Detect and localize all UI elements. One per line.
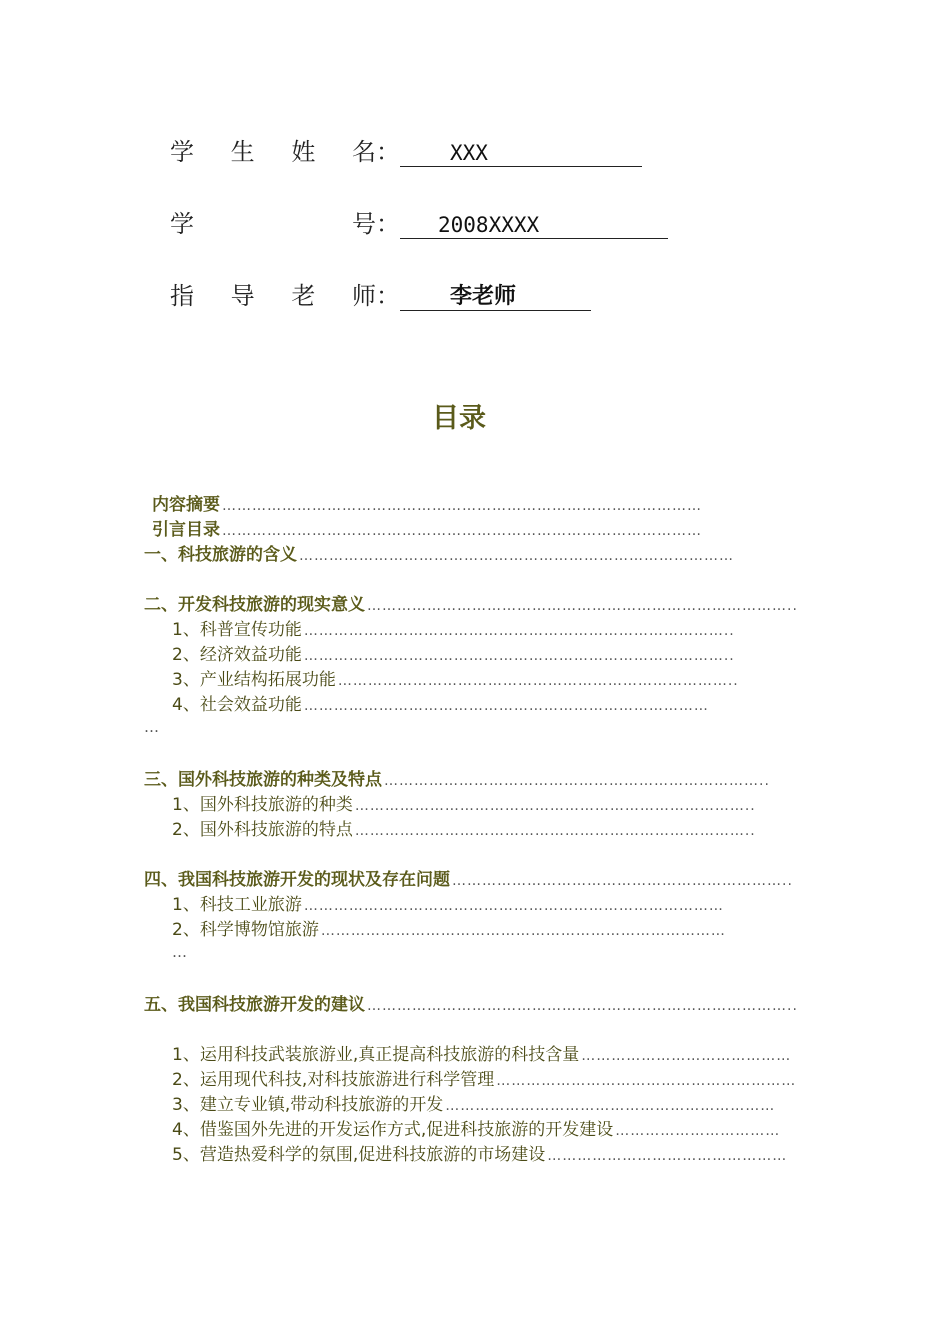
advisor-value <box>400 283 591 311</box>
advisor-text: 李老师 <box>450 284 517 309</box>
toc-entry[interactable] <box>144 990 806 1014</box>
toc-entry[interactable] <box>172 815 806 839</box>
toc-entry-text: 2、国外科技旅游的特点 <box>172 820 353 839</box>
toc-entry-text: 三、国外科技旅游的种类及特点 <box>144 770 382 789</box>
student-name-text: XXX <box>450 141 488 165</box>
toc-leader-dots: ………………………………………………………………………….. <box>303 648 735 664</box>
toc-leader-dots: ………………………………………………………………………….. <box>367 998 798 1014</box>
toc-leader-dots: …………………………………………………………………………… <box>299 548 734 564</box>
toc-leader-dots: …………………………………………………………………….. <box>354 823 756 839</box>
toc-entry-text: 1、国外科技旅游的种类 <box>172 795 353 814</box>
student-name-label <box>170 132 400 167</box>
toc-leader-dots: …………………………………………………………………….. <box>354 798 756 814</box>
label-char: 指 <box>170 282 194 310</box>
toc-entry-text: 1、科技工业旅游 <box>172 895 302 914</box>
toc-leader-dots: …………………………………… <box>581 1048 792 1064</box>
toc-leader-dots: ………………………………………………………….. <box>452 873 793 889</box>
label-char: 名： <box>351 138 400 166</box>
toc-leader-dots: ………………………………………………………………………….. <box>367 598 798 614</box>
toc-entry[interactable] <box>172 790 806 814</box>
label-char: 师： <box>351 282 400 310</box>
toc-entry-text: 2、科学博物馆旅游 <box>172 920 319 939</box>
toc-entry[interactable] <box>172 1040 806 1064</box>
toc-entry-text: 一、科技旅游的含义 <box>144 545 297 564</box>
toc-entry-text: 1、科普宣传功能 <box>172 620 302 639</box>
toc-leader-dots: ……………………………………………………………………… <box>320 923 726 939</box>
toc-entry-text: 引言目录 <box>152 520 220 539</box>
toc-leader-dots: ………………………………………………………………….. <box>384 773 770 789</box>
toc-entry[interactable] <box>152 490 804 514</box>
toc-entry-text: 二、开发科技旅游的现实意义 <box>144 595 365 614</box>
label-char: 姓 <box>291 138 316 166</box>
toc-entry[interactable] <box>144 865 806 889</box>
label-char: 学 <box>170 210 194 238</box>
toc-entry-text: 3、产业结构拓展功能 <box>172 670 336 689</box>
toc-entry-text: 2、运用现代科技,对科技旅游进行科学管理 <box>172 1070 495 1089</box>
toc-entry-text: 1、运用科技武装旅游业,真正提高科技旅游的科技含量 <box>172 1045 580 1064</box>
toc-entry-text: 4、借鉴国外先进的开发运作方式,促进科技旅游的开发建设 <box>172 1120 614 1139</box>
toc-leader-dots: ………………………………………………………… <box>445 1098 776 1114</box>
toc-leader-dots: ……………………………………………………………………… <box>303 698 709 714</box>
toc-leader-dots: …………………………………………………… <box>496 1073 797 1089</box>
label-char: 老 <box>291 282 316 310</box>
label-char: 导 <box>230 282 255 310</box>
toc-entry[interactable] <box>172 1065 806 1089</box>
toc-entry[interactable] <box>172 915 796 939</box>
toc-entry[interactable] <box>172 690 796 714</box>
student-name-value <box>400 139 642 167</box>
label-char: 生 <box>230 138 255 166</box>
toc-leader-dots: ………………………………………… <box>547 1148 788 1164</box>
toc-leader-dots: …………………………………………………………………………………… <box>222 523 702 539</box>
toc-entry-text: 四、我国科技旅游开发的现状及存在问题 <box>144 870 450 889</box>
toc-entry[interactable] <box>152 515 804 539</box>
toc-entry-text: 3、建立专业镇,带动科技旅游的开发 <box>172 1095 444 1114</box>
toc-entry-text: 五、我国科技旅游开发的建议 <box>144 995 365 1014</box>
toc-leader-dots: …………………………………………………………………….. <box>337 673 739 689</box>
student-id-text: 2008XXXX <box>438 213 540 237</box>
student-name-row <box>170 133 642 167</box>
toc-entry[interactable] <box>144 540 800 564</box>
label-char: 学 <box>170 138 194 166</box>
advisor-label <box>170 276 400 311</box>
student-id-row <box>170 205 668 239</box>
toc-entry[interactable] <box>172 1115 806 1139</box>
toc-leader-dots: …………………………………………………………………………………… <box>222 498 702 514</box>
student-id-label <box>170 204 400 239</box>
toc-entry-text: 2、经济效益功能 <box>172 645 302 664</box>
toc-entry[interactable] <box>144 765 806 789</box>
toc-entry[interactable] <box>172 1090 806 1114</box>
toc-entry[interactable] <box>172 665 806 689</box>
toc-entry[interactable] <box>172 615 806 639</box>
toc-leader-dots: ………………………………………………………………………… <box>303 898 724 914</box>
toc-entry-text: 内容摘要 <box>152 495 220 514</box>
toc-entry[interactable] <box>144 590 806 614</box>
label-char: 号： <box>352 210 400 238</box>
toc-entry[interactable] <box>172 640 806 664</box>
student-id-value <box>400 211 668 239</box>
toc-entry[interactable] <box>172 1140 806 1164</box>
toc-continuation: … <box>144 718 159 736</box>
toc-leader-dots: …………………………… <box>615 1123 781 1139</box>
toc-continuation: … <box>172 943 187 961</box>
toc-entry-text: 4、社会效益功能 <box>172 695 302 714</box>
toc-entry[interactable] <box>172 890 800 914</box>
toc-leader-dots: ………………………………………………………………………….. <box>303 623 735 639</box>
toc-entry-text: 5、营造热爱科学的氛围,促进科技旅游的市场建设 <box>172 1145 546 1164</box>
advisor-row <box>170 277 591 311</box>
toc-title: 目录 <box>432 403 486 434</box>
